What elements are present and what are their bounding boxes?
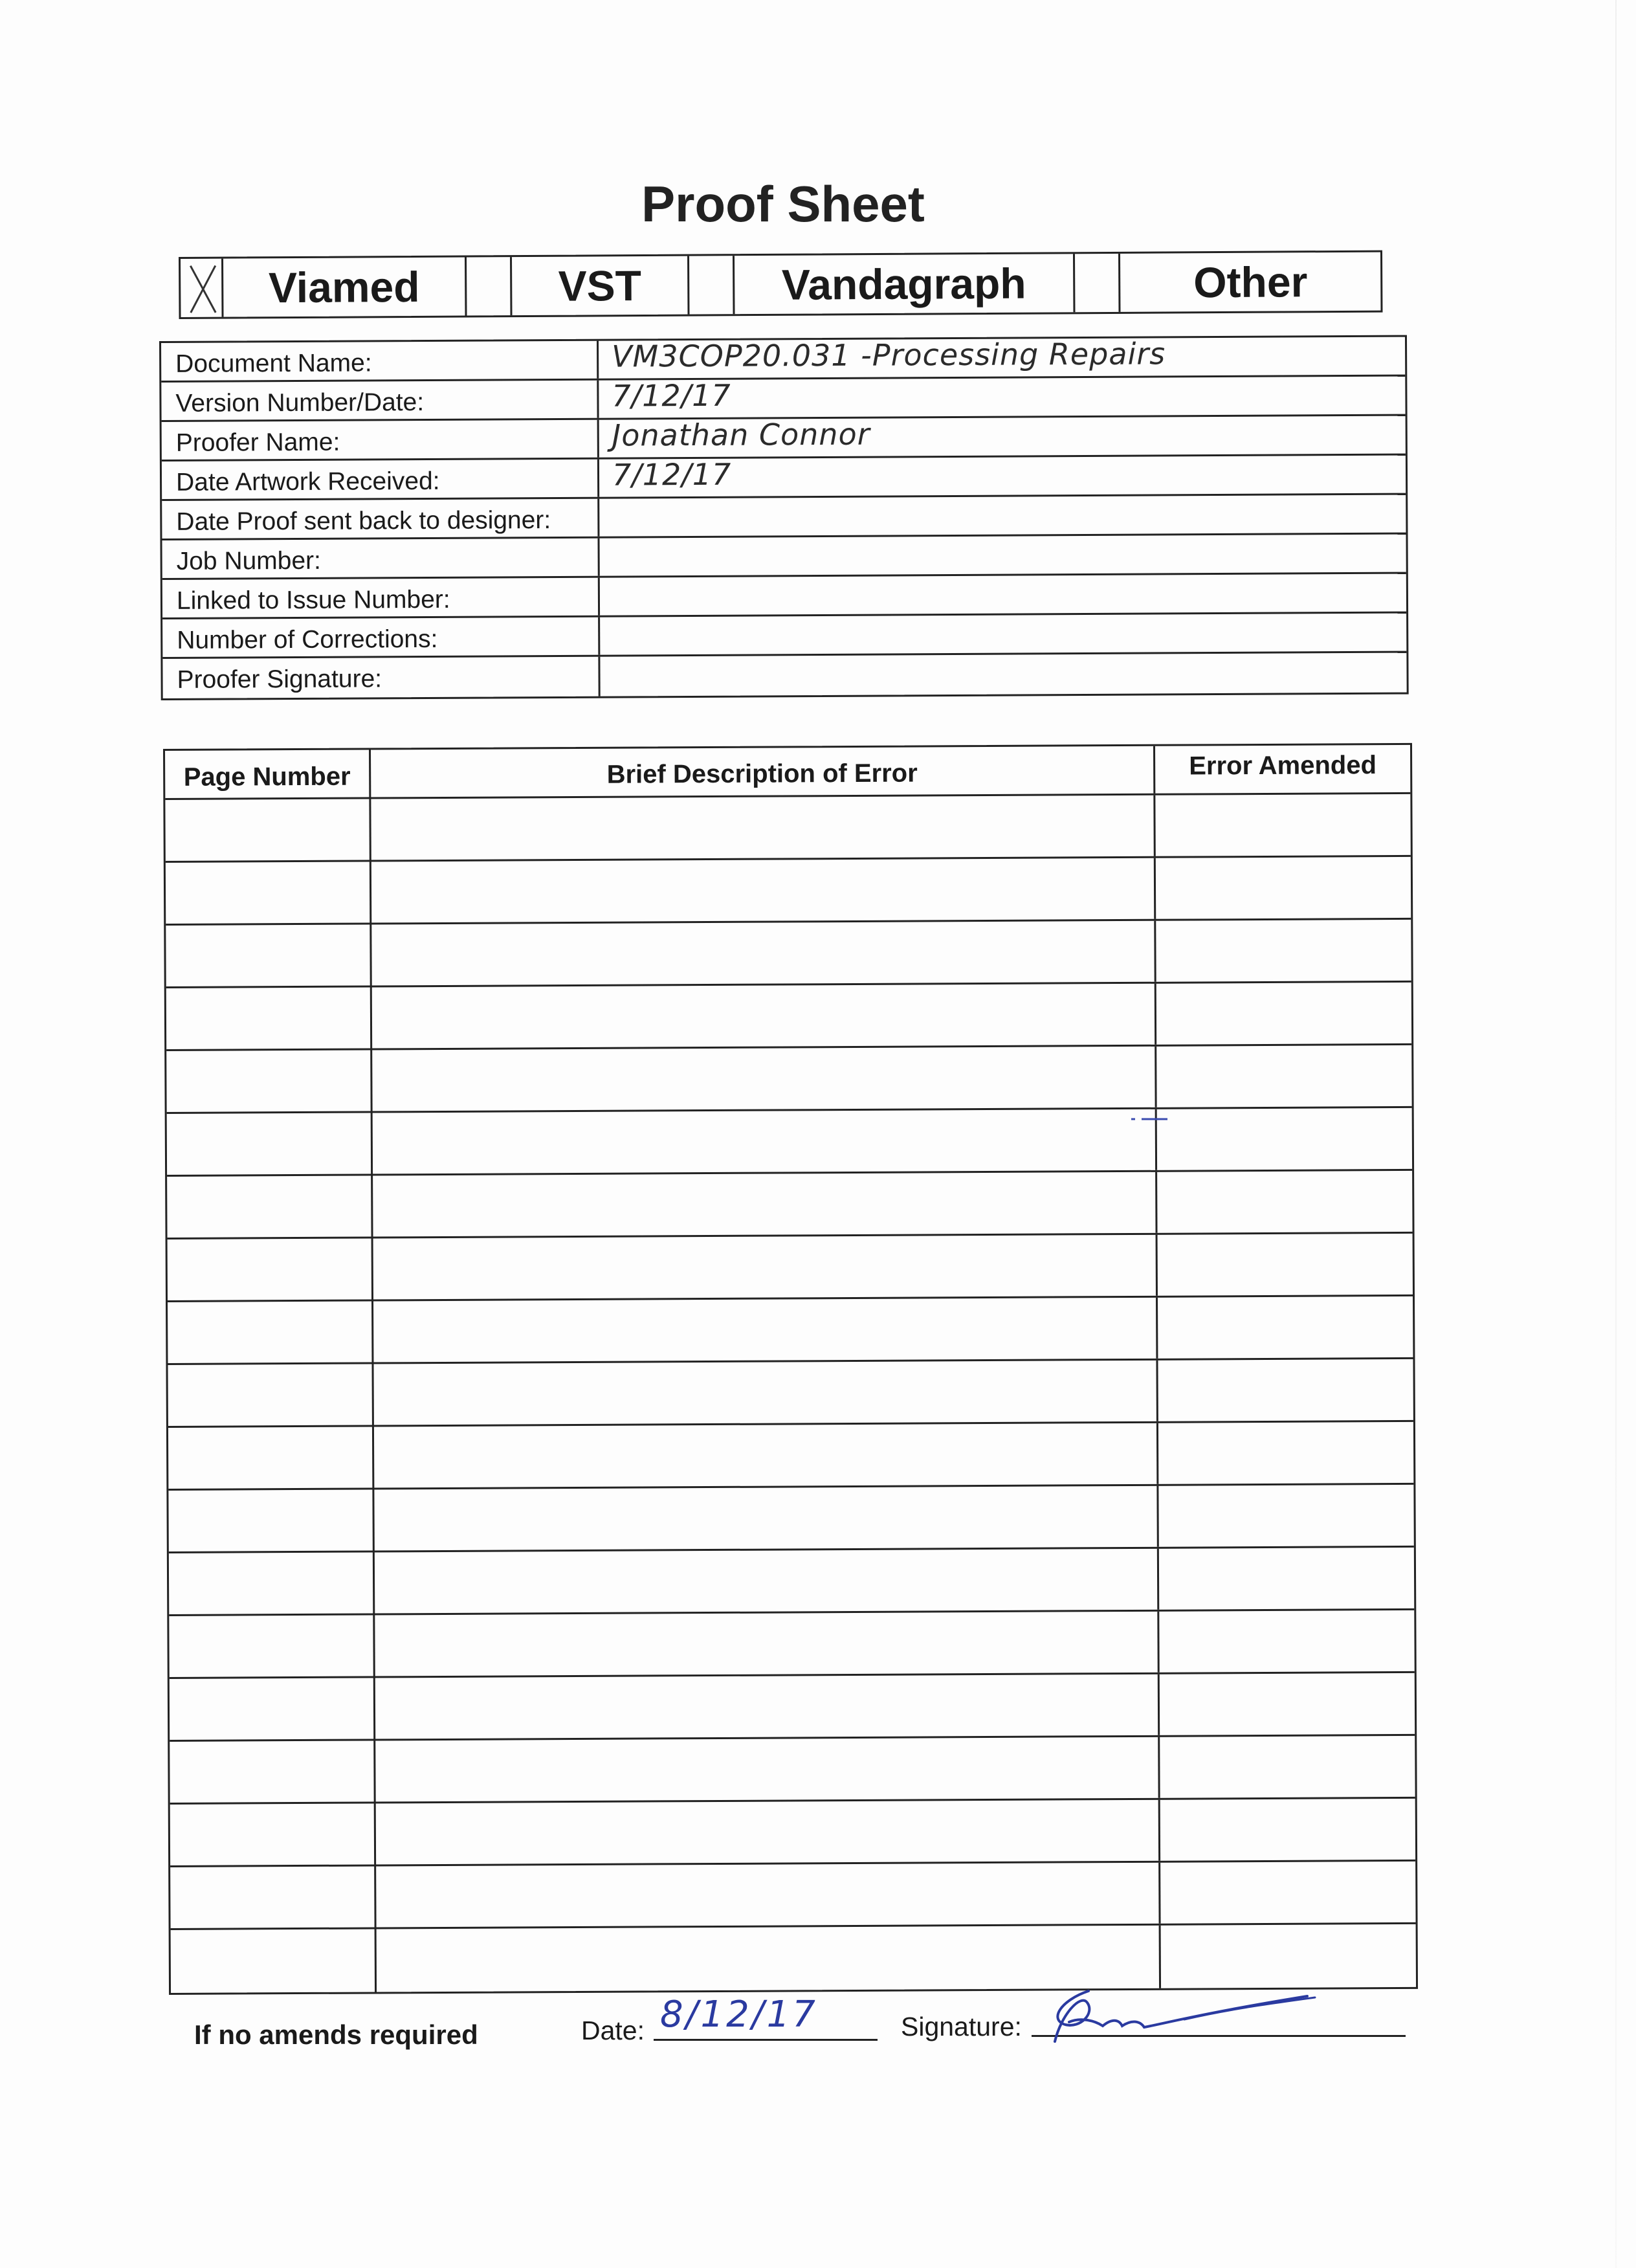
table-row — [168, 1359, 1413, 1428]
error-table-header — [165, 745, 1410, 800]
description-cell[interactable] — [375, 1612, 1159, 1676]
page-number-cell[interactable] — [166, 924, 371, 986]
description-cell[interactable] — [372, 984, 1156, 1049]
date-sent-label: Date Proof sent back to designer: — [162, 499, 599, 539]
page-number-cell[interactable] — [170, 1803, 376, 1865]
approval-date-field[interactable]: 8/12/17 — [660, 1994, 818, 2036]
page-number-cell[interactable] — [168, 1489, 374, 1551]
amended-cell[interactable] — [1159, 1548, 1414, 1610]
description-header: Brief Description of Error — [371, 746, 1155, 797]
amended-cell[interactable] — [1156, 983, 1411, 1045]
page-number-cell[interactable] — [168, 1301, 373, 1362]
page-title: Proof Sheet — [641, 175, 925, 232]
info-row-date-sent — [162, 495, 1406, 540]
table-row — [170, 1799, 1415, 1867]
amended-cell[interactable] — [1156, 1045, 1411, 1107]
error-log-table — [163, 743, 1418, 1995]
table-row — [168, 1296, 1413, 1365]
table-row — [170, 1673, 1415, 1742]
brand-checkbox-vst[interactable] — [467, 257, 513, 315]
page-number-header: Page Number — [165, 750, 371, 797]
table-row — [168, 1422, 1413, 1491]
table-row — [169, 1548, 1414, 1616]
table-row — [168, 1485, 1413, 1553]
brand-checkbox-other[interactable] — [1075, 254, 1121, 312]
brand-checkbox-viamed[interactable] — [181, 259, 224, 317]
description-cell[interactable] — [374, 1423, 1158, 1488]
info-row-linked-issue — [162, 574, 1406, 619]
amended-cell[interactable] — [1160, 1673, 1415, 1735]
proofer-signature-label: Proofer Signature: — [162, 657, 600, 698]
description-cell[interactable] — [371, 858, 1156, 923]
proofer-signature-field[interactable] — [600, 653, 1406, 696]
table-row — [166, 1045, 1411, 1114]
info-row-corrections — [162, 614, 1406, 659]
proofer-name-field[interactable]: Jonathan Connor — [612, 416, 870, 453]
page-number-cell[interactable] — [167, 1113, 373, 1174]
table-row — [165, 794, 1410, 863]
description-cell[interactable] — [371, 795, 1155, 860]
info-row-job-number — [162, 535, 1406, 580]
approval-footer — [0, 1994, 1636, 2071]
description-cell[interactable] — [375, 1674, 1160, 1739]
info-row-signature — [162, 653, 1406, 698]
description-cell[interactable] — [371, 921, 1156, 986]
page-number-cell[interactable] — [168, 1427, 374, 1488]
version-label: Version Number/Date: — [161, 381, 599, 420]
job-number-field[interactable] — [599, 535, 1406, 576]
version-field[interactable]: 7/12/17 — [612, 377, 731, 414]
table-row — [166, 983, 1411, 1051]
amended-cell[interactable] — [1156, 857, 1411, 919]
corrections-label: Number of Corrections: — [162, 617, 600, 657]
page-number-cell[interactable] — [166, 862, 371, 923]
page-number-cell[interactable] — [168, 1238, 373, 1300]
page-number-cell[interactable] — [166, 987, 372, 1049]
document-info-table — [159, 335, 1409, 700]
description-cell[interactable] — [373, 1361, 1158, 1425]
info-row-date-received — [162, 456, 1406, 501]
description-cell[interactable] — [376, 1863, 1160, 1928]
amended-cell[interactable] — [1158, 1359, 1413, 1421]
job-number-label: Job Number: — [162, 539, 600, 578]
approval-signature-label: Signature: — [901, 2012, 1022, 2041]
page-number-cell[interactable] — [168, 1364, 373, 1425]
page-number-cell[interactable] — [169, 1552, 375, 1614]
info-row-document-name — [161, 337, 1405, 383]
amended-cell[interactable] — [1157, 1171, 1412, 1233]
amended-cell[interactable] — [1158, 1234, 1413, 1296]
date-received-label: Date Artwork Received: — [162, 460, 599, 499]
page-number-cell[interactable] — [170, 1740, 375, 1802]
page-number-cell[interactable] — [170, 1866, 376, 1928]
table-row — [166, 920, 1411, 988]
brand-checkbox-vandagraph[interactable] — [689, 256, 735, 314]
table-row — [170, 1862, 1415, 1930]
page-number-cell[interactable] — [167, 1175, 373, 1237]
corrections-field[interactable] — [600, 614, 1406, 655]
description-cell[interactable] — [373, 1172, 1157, 1237]
amended-cell[interactable] — [1160, 1736, 1415, 1798]
description-cell[interactable] — [373, 1109, 1157, 1174]
description-cell[interactable] — [375, 1737, 1160, 1802]
date-received-field[interactable]: 7/12/17 — [612, 456, 732, 493]
page-number-cell[interactable] — [165, 799, 371, 860]
page-number-cell[interactable] — [166, 1050, 372, 1111]
linked-issue-field[interactable] — [600, 574, 1406, 616]
amended-cell[interactable] — [1160, 1799, 1415, 1861]
table-row — [170, 1736, 1415, 1805]
amended-cell[interactable] — [1158, 1296, 1413, 1359]
description-cell[interactable] — [372, 1047, 1156, 1111]
amended-cell[interactable] — [1155, 794, 1410, 856]
approval-date-line — [654, 2039, 878, 2041]
amended-cell[interactable] — [1158, 1422, 1413, 1484]
info-row-version — [161, 377, 1405, 422]
page-number-cell[interactable] — [169, 1615, 375, 1676]
amended-cell[interactable] — [1158, 1485, 1413, 1547]
brand-selection-row — [179, 250, 1383, 319]
brand-label-other: Other — [1193, 258, 1308, 307]
description-cell[interactable] — [376, 1800, 1160, 1865]
no-amends-label: If no amends required — [194, 2019, 478, 2050]
document-name-label: Document Name: — [161, 341, 599, 381]
brand-label-viamed: Viamed — [223, 258, 467, 317]
error-rows — [165, 794, 1416, 1993]
handwritten-signature[interactable] — [1035, 1974, 1333, 2058]
table-row — [167, 1108, 1412, 1177]
linked-issue-label: Linked to Issue Number: — [162, 578, 600, 617]
amended-cell[interactable] — [1160, 1862, 1415, 1924]
table-row — [169, 1610, 1414, 1679]
description-cell[interactable] — [374, 1486, 1158, 1551]
approval-date-label: Date: — [581, 2016, 645, 2045]
pen-mark — [1131, 1118, 1170, 1120]
table-row — [168, 1234, 1413, 1302]
page-number-cell[interactable] — [171, 1929, 377, 1992]
amended-cell[interactable] — [1159, 1610, 1414, 1673]
table-row — [166, 857, 1411, 926]
error-amended-header: Error Amended — [1189, 751, 1377, 781]
description-cell[interactable] — [373, 1298, 1158, 1362]
description-cell[interactable] — [373, 1235, 1158, 1300]
amended-cell[interactable] — [1156, 920, 1411, 982]
amended-cell[interactable] — [1157, 1108, 1412, 1170]
info-row-proofer-name — [162, 416, 1406, 461]
brand-label-vst: VST — [512, 256, 689, 316]
page-number-cell[interactable] — [170, 1678, 375, 1739]
document-name-field[interactable]: VM3COP20.031 -Processing Repairs — [611, 336, 1166, 374]
date-sent-field[interactable] — [599, 495, 1406, 537]
proofer-name-label: Proofer Name: — [162, 420, 599, 460]
description-cell[interactable] — [375, 1549, 1159, 1614]
table-row — [167, 1171, 1412, 1240]
brand-label-vandagraph: Vandagraph — [735, 254, 1075, 314]
